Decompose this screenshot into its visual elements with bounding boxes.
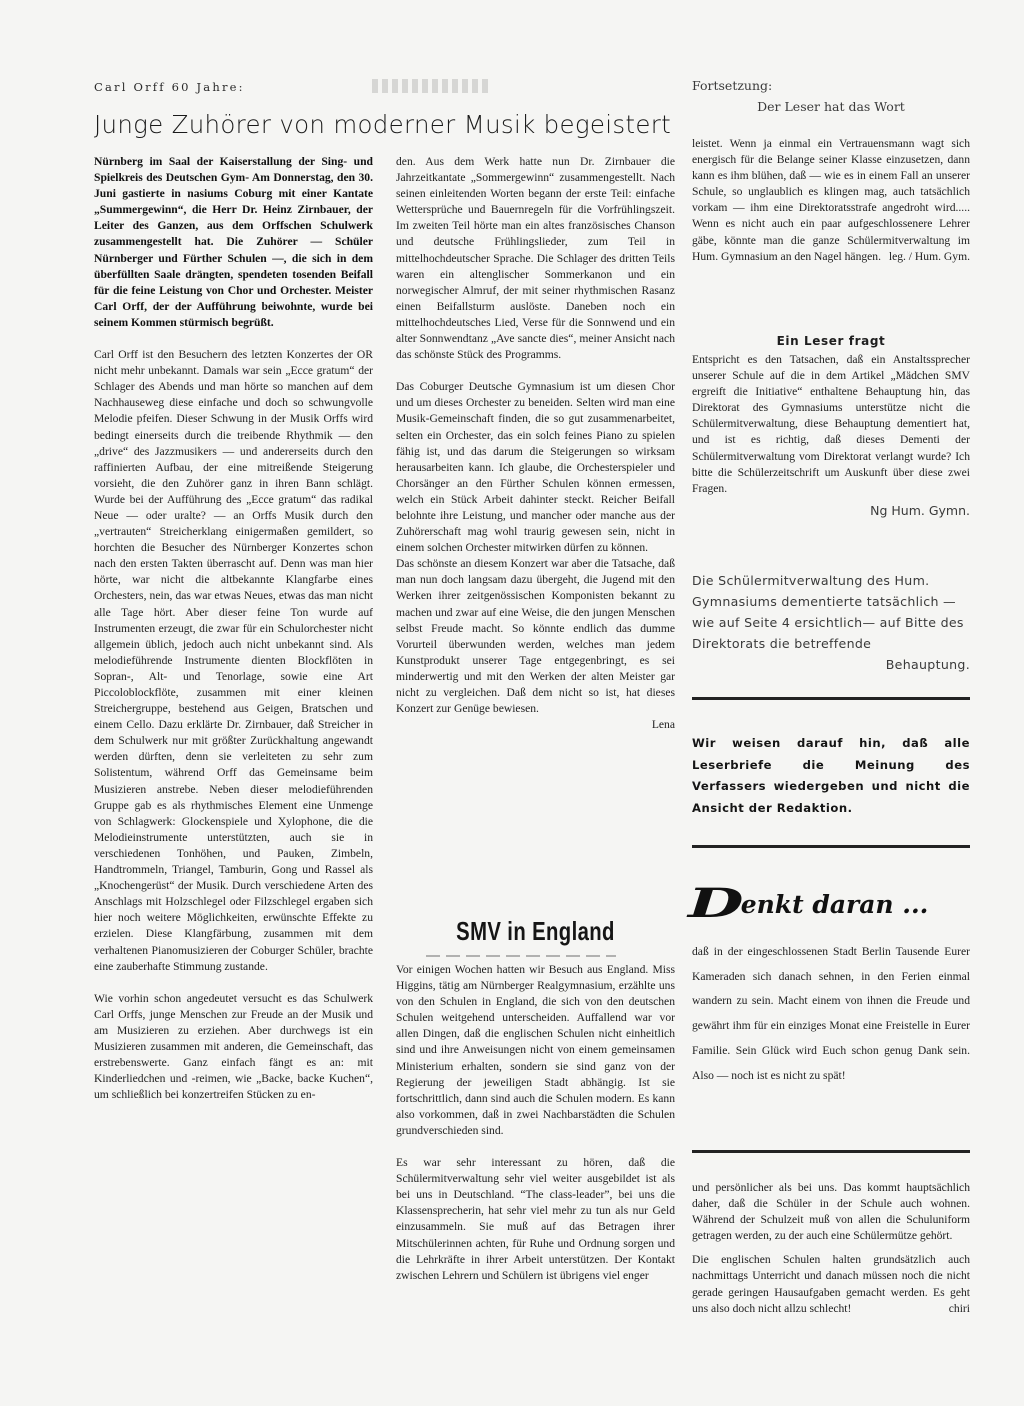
letter-body: leistet. Wenn ja einmal ein Vertrauensmann wagt sich energisch für die Belange seiner Klasse einzusetzen, dann kann es ihm blühen, daß — wie es in einem Fall an unserer Schule, so unglaublich es klingen mag, auch tatsächlich vorkam — ihm eine Direktoratsstrafe angedroht wird..... Wenn es nicht auch ein paar aufgeschlossenere Lehrer gäbe, könnte man die ganze Schülermitverwaltung im Hum. Gymnasium an den Nagel hängen. [692,137,970,263]
divider-rule [692,697,970,700]
smv-paragraph-3: und persönlicher als bei uns. Das kommt hauptsächlich daher, daß die Schüler in der Schule auch wohnen. Während der Schulzeit muß von allen die Schuluniform getragen werden, zu der auch eine Schülermütze gehört. [692,1181,970,1243]
smv-reply-body: Die Schülermitverwaltung des Hum. Gymnasiums dementierte tatsächlich —wie auf Seite 4 ersichtlich— auf Bitte des Direktorats die betreffende [692,573,964,651]
orff-paragraph-5: Das schönste an diesem Konzert war aber die Tatsache, daß man nun doch langsam dazu übergeht, die Jugend mit den Werken ihrer zeitgenössischen Komponisten bekannt zu machen und zwar auf eine Weise, die den jungen Menschen selbst Freude macht. So könnte endlich das dumme Vorurteil überwunden werden, welches man jedem Kunstprodukt unserer Tage entgegenbringt, es sei minderwertig und mit den Werken der alten Meister gar nicht zu vergleichen. Daß dem nicht so ist, hat dieses Konzert zur Genüge bewiesen. [396,557,675,716]
letter-signature: leg. / Hum. Gym. [888,249,970,263]
divider-rule [692,845,970,848]
reader-question-signature: Ng Hum. Gymn. [870,502,970,518]
orff-paragraph-1: Carl Orff ist den Besuchern des letzten Konzertes der OR nicht mehr unbekannt. Damals war sein „Ecce gratum“ der Schlager des Abends und man hörte so manchen auf dem Nachhauseweg diese einfache und doch so schwungvolle Melodie pfeifen. Dieser Schwung in der Musik Orffs wird bedingt einerseits durch die treibende Rhythmik — den „drive“ des Jazzmusikers — und andererseits durch den raffinierten Aufbau, der eine mitreißende Steigerung vorsieht, die den Zuhörer ganz in ihren Bann schlägt. Wurde bei der Aufführung des „Ecce gratum“ das radikal Neue — oder uralte? — an Orffs Musik durch den „vertrauten“ Streicherklang einigermaßen gemildert, so horchten die Besucher des Nürnberger Konzertes schon nach den ersten Takten überrascht auf. Denn was man hier hörte, war nicht die altbekannte Klangfarbe eines Orchesters, nein, das war etwas Neues, etwas das man nicht alle Tage hört. Aber dieser feine Ton wurde auf Instrumenten erzeugt, die zwar für ein Schulorchester nicht allgemein üblich, jedoch auch nicht unbekannt sind. Als melodieführende Instrumente dienten Blockflöten in Sopran-, Alt- und Tenorlage, sowie eine Art Piccoloblockflöte, zusammen mit einer kleinen Streichergruppe, bestehend aus Geigen, Bratschen und einem Cello. Dazu erklärte Dr. Zirnbauer, daß Streicher in dem Schulwerk nur mit größter Zurückhaltung angewandt werden dürften, denn sie verleiteten zu sehr zum Solistentum, während Orff das Gemeinsame beim Musizieren anstrebe. Neben dieser melodieführenden Gruppe gab es als rhythmisches Element eine Unmenge von Schlagwerk: Glockenspiele und Xylophone, die die Melodieinstrumente unterstützten, auch sie in verschiedenen Tonhöhen, und Pauken, Zimbeln, Handtrommeln, Triangel, Tamburin, Gong und Rassel als „Knochengerüst“ der Musik. Durch verschiedene Arten des Anschlags mit Holzschlegel oder Filzschlegel ergaben sich hier noch weitere Möglichkeiten, erwünschte Effekte zu erzielen. Diese Klangfärbung, zusammen mit dem verhaltenen Pianomusizieren der Coburger Schüler, brachte eine zauberhafte Stimmung zustande. [94,348,373,973]
smv-paragraph-2: Es war sehr interessant zu hören, daß die Schülermitverwaltung sehr viel weiter ausgebildet ist als bei uns in Deutschland. “The class-leader”, bei uns die Klassensprecherin, hat sehr viel mehr zu tun als nur Geld einzusammeln. Sie muß auf das Betragen ihrer Mitschülerinnen achten, für Ruhe und Ordnung sorgen und die Lehrkräfte in ihrer Arbeit unterstützen. Der Kontakt zwischen Lehrern und Schülern ist übrigens viel enger [396,1156,675,1282]
orff-article-column-1 [94,154,373,1103]
denkt-daran-body: daß in der eingeschlossenen Stadt Berlin Tausende Eurer Kameraden sich danach sehnen, in den Ferien einmal wandern zu sein. Macht einem von ihnen die Freude und gewährt ihm für ein einziges Monat eine Freistelle in Eurer Familie. Sein Glück wird Euch schon genug Dank sein. Also — noch ist es nicht zu spät! [692,945,970,1082]
orff-signature: Lena [651,718,675,732]
continuation-label: Fortsetzung: [692,78,773,93]
editorial-notice: Wir weisen darauf hin, daß alle Leserbriefe die Meinung des Verfassers wiedergeben und nicht die Ansicht der Redaktion. [692,736,970,815]
orff-article-column-2 [396,154,675,733]
reader-question-body: Entspricht es den Tatsachen, daß ein Anstaltssprecher unserer Schule auf die in dem Artikel „Mädchen SMV ergreift die Initiative“ enthaltene Behauptung hin, das Direktorat des Gymnasiums unterstütze nicht die Schülermitverwaltung, diese Behauptung dementiert hat, und ist es richtig, daß dieses Dementi der Schülermitverwaltung vom Direktorat verlangt wurde? Ich bitte die Schülerzeitschrift um Auskunft über diese zwei Fragen. [692,353,970,495]
smv-article-continued [692,1180,970,1317]
decorative-initial: D [688,880,744,927]
orff-paragraph-2: Wie vorhin schon angedeutet versucht es das Schulwerk Carl Orffs, junge Menschen zur Freude an der Musik und am Musizieren zu erziehen. Aber durchwegs ist ein Musizieren zusammen mit anderen, die Gemeinschaft, das erstrebenswerte. Ganz einfach fängt es an: mit Kinderliedchen und -reimen, wie „Backe, backe Kuchen“, um schließlich bei konzertreifen Stücken zu en- [94,991,373,1102]
reader-question [692,352,970,519]
divider-rule [692,1150,970,1153]
smv-reply [692,570,970,675]
denkt-daran-title-rest: enkt daran ... [740,890,929,919]
smv-paragraph-4: Die englischen Schulen halten grundsätzlich auch nachmittags Unterricht und danach müssen noch die nicht gerade geringen Hausaufgaben gemacht werden. Es geht uns also doch nicht allzu schlecht! [692,1253,970,1315]
orff-lead: Nürnberg im Saal der Kaiserstallung der Sing- und Spielkreis des Deutschen Gym- Am Donnerstag, den 30. Juni gastierte in nasiums Coburg mit einer Kantate „Summergewinn“, die Herr Dr. Heinz Zirnbauer, der Leiter des Ganzen, aus dem Orffschen Schulwerk zusammengestellt hat. Die Zuhörer — Schüler Nürnberger und Fürther Schulen —, die sich in dem überfüllten Saale drängten, spendeten tosenden Beifall für die feine Leistung von Chor und Orchester. Meister Carl Orff, der der Aufführung beiwohnte, wurde bei seinem Kommen stürmisch begrüßt. [94,155,373,329]
reader-asks-title: Ein Leser fragt [776,334,886,348]
smv-reply-last: Behauptung. [885,657,970,672]
headline: Junge Zuhörer von moderner Musik begeistert [94,110,671,139]
denkt-daran-title [688,880,928,927]
orff-paragraph-4: Das Coburger Deutsche Gymnasium ist um diesen Chor und um dieses Orchester zu beneiden. Selten wird man eine Musik-Gemeinschaft finden, die so gut zusammenarbeitet, selten ein Orchester, das ein solch feines Piano zu spielen fähig ist, und das darum die Steigerungen so wirksam herausarbeiten kann. Ich glaube, die Orchesterspieler und Chorsänger an den Fürther Schulen können ermessen, welch ein Stück Arbeit dahinter steckt. Reicher Beifall belohnte ihre Leistung, und mancher oder manche aus der Zuhörerschaft mag wohl traurig gewesen sein, nicht in einem solchen Orchester mitwirken dürfen zu können. [396,380,675,555]
smv-signature: chiri [948,1301,970,1315]
letters-section-title: Der Leser hat das Wort [757,99,905,114]
smv-england-title: SMV in England [456,916,615,946]
section-kicker: Carl Orff 60 Jahre: [94,80,245,94]
orff-paragraph-3: den. Aus dem Werk hatte nun Dr. Zirnbauer die Jahrzeitkantate „Sommergewinn“ zusammengestellt. Nach seinen einleitenden Worten begann der erste Teil: einfache Wettersprüche und Bauernregeln für die Vorfrühlingszeit. Im zweiten Teil hörte man ein altes französisches Chanson und deutsche Frühlingslieder, zum Teil in mittelhochdeutscher Sprache. Die Schlager des dritten Teils waren ein altenglischer Sommerkanon und ein norwegischer Almruf, der mit seiner rhythmischen Rasanz einen Beifallsturm auslöste. Daneben noch ein mittelhochdeutsches Lied, Verse für die Sonnwend und ein alter Sonnwendtanz „Ave sancte dies“, meiner Ansicht nach das schönste Stück des Programms. [396,155,675,362]
letter-continued [692,136,970,265]
print-smudge [372,79,492,93]
smv-article-column [396,962,675,1284]
smv-paragraph-1: Vor einigen Wochen hatten wir Besuch aus England. Miss Higgins, tätig am Nürnberger Realgymnasium, erzählte uns von den Schulen in England, die sich von den deutschen Schulen weitgehend unterscheiden. Auffallend war vor allen Dingen, daß die englischen Schulen nicht einheitlich sind und ihre Anweisungen nicht von einem gemeinsamen Ministerium erhalten, sondern sie sind ganz von der Regierung der jeweiligen Stadt abhängig. Ist sie fortschrittlich, dann sind auch die Schulen modern. Es kann also vorkommen, daß in zwei Nachbarstädten die Schulen grundverschieden sind. [396,963,675,1137]
title-underline [426,955,616,957]
